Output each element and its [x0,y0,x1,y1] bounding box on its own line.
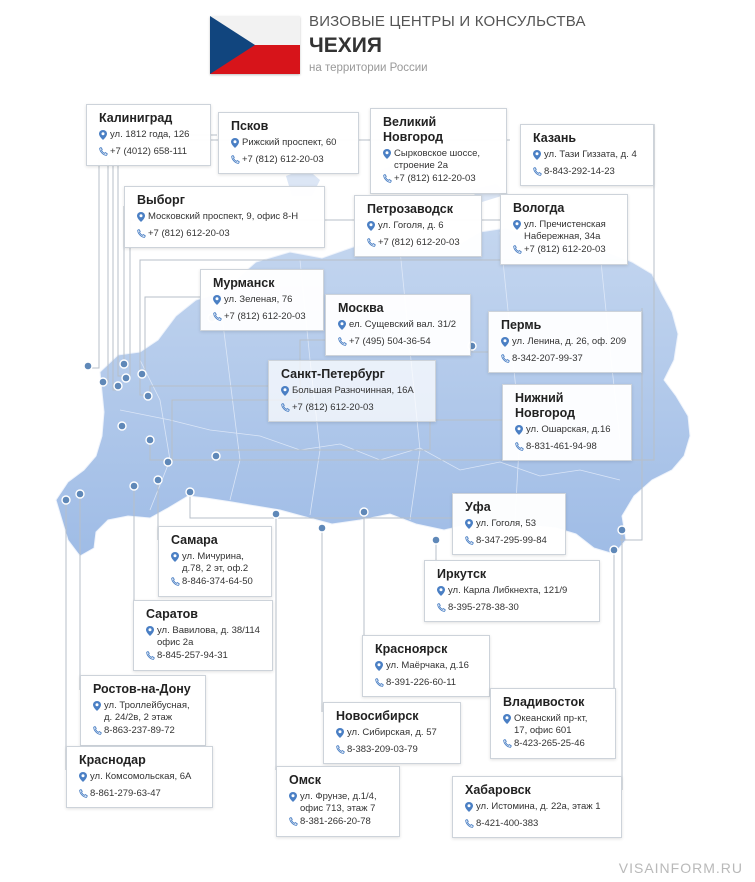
address-row [289,791,389,814]
address-line: офис 2а [157,636,194,648]
address-line: Океанский пр-кт, [514,713,588,724]
address-line: ул. Истомина, д. 22а, этаж 1 [476,801,601,812]
address-line: ул. Гоголя, 53 [476,518,537,529]
location-pin-icon [533,149,544,164]
phone-row [171,576,261,590]
address-text [476,518,536,533]
phone-icon [383,173,394,187]
address-line: строение 2а [394,159,448,171]
phone-number[interactable]: 8-395-278-38-30 [448,601,519,613]
address-row [501,336,631,351]
address-text [157,625,260,648]
city-name: Пермь [501,318,542,332]
phone-number[interactable]: 8-347-295-99-84 [476,534,547,546]
phone-row [338,336,460,350]
phone-icon [137,228,148,242]
visa-center-card-rostov [80,675,206,746]
address-row [79,771,202,786]
location-pin-icon [281,385,292,400]
phone-icon [375,677,386,691]
city-name: Великий Новгород [383,115,444,144]
location-pin-icon [93,700,104,723]
phone-number[interactable]: 8-861-279-63-47 [90,787,161,799]
address-line: ул. Зеленая, 76 [224,294,293,305]
phone-row [336,744,450,758]
location-pin-icon [367,220,378,235]
visa-center-card-nizhniy [502,384,632,461]
visa-center-card-samara [158,526,272,597]
phone-number[interactable]: +7 (812) 612-20-03 [524,244,606,255]
location-pin-icon [213,294,224,309]
address-text [544,149,637,164]
city-name: Петрозаводск [367,202,453,216]
address-row [137,211,314,226]
visa-center-card-omsk [276,766,400,837]
address-line: ул. Маёрчака, д.16 [386,660,469,671]
address-text [347,727,437,742]
address-line: Сырковское шоссе, [394,148,481,159]
watermark: VISAINFORM.RU [618,860,743,876]
address-line: д.78, 2 эт, оф.2 [182,562,249,574]
city-name: Калиниград [99,111,173,125]
phone-row [533,166,643,180]
phone-number[interactable]: 8-845-257-94-31 [157,650,228,661]
location-pin-icon [79,771,90,786]
address-row [383,148,496,171]
phone-row [367,237,471,251]
city-name: Омск [289,773,322,787]
visa-center-card-perm [488,311,642,373]
phone-icon [367,237,378,251]
visa-center-card-spb [268,360,436,422]
address-line: ул. Ленина, д. 26, оф. 209 [512,336,627,347]
phone-icon [281,402,292,416]
phone-icon [213,311,224,325]
phone-icon [465,818,476,832]
address-row [437,585,589,600]
phone-icon [437,602,448,616]
address-row [171,551,261,574]
address-line: ул. Вавилова, д. 38/114 [157,625,260,636]
city-name: Казань [533,131,577,145]
address-row [375,660,479,675]
address-line: Набережная, 34а [524,230,601,242]
address-row [336,727,450,742]
city-name: Красноярск [375,642,448,656]
address-row [231,137,348,152]
location-pin-icon [146,625,157,648]
city-name: Санкт-Петербург [281,367,385,381]
phone-row [515,441,621,455]
header-country: ЧЕХИЯ [309,34,382,57]
address-line: ел. Сущевский вал. 31/2 [349,319,457,330]
city-name: Саратов [146,607,198,621]
address-text [224,294,292,309]
address-text [514,713,587,736]
address-row [99,129,200,144]
address-text [110,129,189,144]
phone-row [137,228,314,242]
address-line: ул. Сибирская, д. 57 [347,727,437,738]
visa-center-card-vladivostok [490,688,616,759]
visa-center-card-ufa [452,493,566,555]
phone-icon [533,166,544,180]
header-subtitle: на территории России [309,62,428,74]
address-line: д. 24/2в, 2 этаж [104,711,173,723]
phone-row [503,738,605,752]
visa-center-card-murmansk [200,269,324,331]
location-pin-icon [513,219,524,242]
phone-row [437,602,589,616]
phone-row [146,650,262,664]
city-name: Ростов-на-Дону [93,682,191,696]
czech-flag [210,16,300,74]
address-text [148,211,298,226]
address-line: ул. Пречистенская [524,219,606,230]
visa-center-card-moskva [325,294,471,356]
visa-center-card-khabarovsk [452,776,622,838]
phone-row [375,677,479,691]
location-pin-icon [375,660,386,675]
address-text [104,700,190,723]
city-name: Самара [171,533,218,547]
phone-row [99,146,200,160]
phone-number[interactable]: 8-421-400-383 [476,817,539,829]
location-pin-icon [503,713,514,736]
phone-icon [465,535,476,549]
address-line: ул. Комсомольская, 6А [90,771,192,782]
phone-icon [79,788,90,802]
visa-center-card-kaliningrad [86,104,211,166]
address-text [394,148,480,171]
address-text [386,660,469,675]
address-text [300,791,377,814]
city-name: Владивосток [503,695,585,709]
address-line: ул. Мичурина, [182,551,244,562]
location-pin-icon [336,727,347,742]
phone-number[interactable]: +7 (812) 612-20-03 [292,401,374,413]
phone-row [383,173,496,187]
visa-center-card-velikiy-novgorod [370,108,507,194]
address-text [448,585,567,600]
city-name: Хабаровск [465,783,531,797]
address-line: 17, офис 601 [514,724,572,736]
location-pin-icon [289,791,300,814]
location-pin-icon [437,585,448,600]
address-text [182,551,248,574]
address-row [146,625,262,648]
address-line: ул. Гоголя, д. 6 [378,220,444,231]
phone-number[interactable]: +7 (812) 612-20-03 [378,236,460,248]
address-text [512,336,626,351]
location-pin-icon [465,518,476,533]
address-line: ул. Троллейбусная, [104,700,190,711]
address-line: Московский проспект, 9, офис 8-Н [148,211,299,222]
address-row [533,149,643,164]
address-line: Большая Разночинная, 16А [292,385,414,396]
phone-icon [231,154,242,168]
address-text [476,801,601,816]
location-pin-icon [383,148,394,171]
address-text [90,771,191,786]
phone-icon [503,738,514,752]
visa-center-card-krasnodar [66,746,213,808]
phone-row [501,353,631,367]
location-pin-icon [501,336,512,351]
address-text [526,424,611,439]
address-line: ул. Ошарская, д.16 [526,424,611,435]
visa-center-card-petrozavodsk [354,195,482,257]
city-name: Мурманск [213,276,275,290]
city-name: Псков [231,119,269,133]
address-row [465,801,611,816]
location-pin-icon [231,137,242,152]
location-pin-icon [99,129,110,144]
phone-icon [515,441,526,455]
phone-icon [513,244,524,258]
phone-number[interactable]: 8-846-374-64-50 [182,576,253,587]
address-text [349,319,456,334]
phone-row [281,402,425,416]
phone-number[interactable]: 8-342-207-99-37 [512,352,583,364]
city-name: Краснодар [79,753,146,767]
address-row [367,220,471,235]
city-name: Иркутск [437,567,487,581]
city-name: Уфа [465,500,491,514]
phone-row [231,154,348,168]
address-line: ул. Фрунзе, д.1/4, [300,791,377,802]
city-name: Выборг [137,193,185,207]
visa-center-card-vologda [500,194,628,265]
address-row [513,219,617,242]
address-line: ул. Тази Гиззата, д. 4 [544,149,637,160]
phone-icon [336,744,347,758]
phone-number[interactable]: +7 (495) 504-36-54 [349,335,431,347]
visa-center-card-novosibirsk [323,702,461,764]
phone-number[interactable]: 8-381-266-20-78 [300,816,371,827]
address-line: Рижский проспект, 60 [242,137,337,148]
phone-row [465,818,611,832]
phone-icon [146,650,157,664]
visa-center-card-saratov [133,600,273,671]
location-pin-icon [137,211,148,226]
phone-number[interactable]: 8-391-226-60-11 [386,676,457,688]
city-name: Новосибирск [336,709,419,723]
address-row [281,385,425,400]
phone-number[interactable]: 8-831-461-94-98 [526,440,597,452]
city-name: Москва [338,301,384,315]
address-row [515,424,621,439]
location-pin-icon [171,551,182,574]
location-pin-icon [515,424,526,439]
phone-row [93,725,195,739]
phone-icon [289,816,300,830]
phone-row [289,816,389,830]
address-row [465,518,555,533]
address-text [524,219,606,242]
phone-number[interactable]: +7 (812) 612-20-03 [242,153,324,165]
address-row [503,713,605,736]
phone-icon [171,576,182,590]
address-row [213,294,313,309]
header-title: ВИЗОВЫЕ ЦЕНТРЫ И КОНСУЛЬСТВА [309,13,586,30]
visa-center-card-kazan [520,124,654,186]
location-pin-icon [338,319,349,334]
city-name: Вологда [513,201,565,215]
phone-row [213,311,313,325]
phone-row [513,244,617,258]
phone-number[interactable]: +7 (812) 612-20-03 [394,173,476,184]
address-line: ул. 1812 года, 126 [110,129,190,140]
phone-number[interactable]: +7 (812) 612-20-03 [224,310,306,322]
phone-icon [93,725,104,739]
phone-icon [338,336,349,350]
visa-center-card-irkutsk [424,560,600,622]
visa-center-card-pskov [218,112,359,174]
city-name: Нижний Новгород [515,391,576,420]
address-text [292,385,414,400]
address-line: офис 713, этаж 7 [300,802,376,814]
phone-number[interactable]: 8-423-265-25-46 [514,738,585,749]
phone-number[interactable]: 8-843-292-14-23 [544,165,615,177]
visa-center-card-krasnoyarsk [362,635,490,697]
address-row [93,700,195,723]
address-text [378,220,444,235]
phone-number[interactable]: 8-863-237-89-72 [104,725,175,736]
phone-number[interactable]: 8-383-209-03-79 [347,743,418,755]
phone-icon [501,353,512,367]
phone-number[interactable]: +7 (4012) 658-111 [110,145,188,157]
visa-center-card-vyborg [124,186,325,248]
address-line: ул. Карла Либкнехта, 121/9 [448,585,568,596]
location-pin-icon [465,801,476,816]
phone-number[interactable]: +7 (812) 612-20-03 [148,227,230,239]
phone-icon [99,146,110,160]
address-row [338,319,460,334]
phone-row [79,788,202,802]
phone-row [465,535,555,549]
address-text [242,137,336,152]
